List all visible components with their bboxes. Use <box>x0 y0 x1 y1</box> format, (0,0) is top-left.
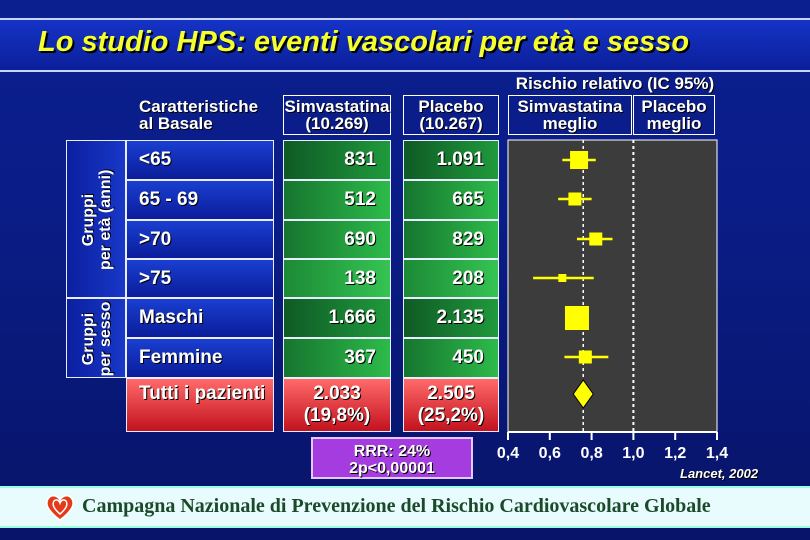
footer-text: Campagna Nazionale di Prevenzione del Rischio Cardiovascolare Globale <box>82 495 711 517</box>
row-label-maschi: Maschi <box>126 298 274 338</box>
page-title: Lo studio HPS: eventi vascolari per età e sesso <box>38 26 690 58</box>
point-marker <box>565 306 589 330</box>
placebo-header-line1: Placebo <box>418 97 484 116</box>
characteristics-header-line1: Caratteristiche <box>139 97 259 116</box>
placebo-total <box>403 378 499 432</box>
age-group-line1: Gruppi <box>80 193 97 247</box>
placebo-better-header <box>633 95 715 135</box>
simvastatin-header-line2: (10.269) <box>305 114 369 133</box>
simvastatin-better-header <box>508 95 632 135</box>
placebo-value: 450 <box>403 338 499 378</box>
sex-group-line2: per sesso <box>97 301 114 377</box>
age-group-label <box>66 140 126 298</box>
x-tick-label: 0,4 <box>496 445 520 462</box>
placebo-value: 208 <box>403 259 499 298</box>
age-group-line2: per età (anni) <box>97 169 114 270</box>
rrr-box <box>311 437 473 479</box>
placebo-better-line2: meglio <box>646 114 702 133</box>
row-label-over70: >70 <box>126 220 274 259</box>
row-label-total: Tutti i pazienti <box>126 378 274 432</box>
characteristics-header-line2: al Basale <box>139 114 213 133</box>
placebo-total-percent: (25,2%) <box>417 405 485 426</box>
simva-value: 512 <box>283 180 391 220</box>
simva-value: 367 <box>283 338 391 378</box>
row-label-65-69: 65 - 69 <box>126 180 274 220</box>
footer-banner <box>0 486 810 528</box>
row-label-under65: <65 <box>126 140 274 180</box>
x-tick-label: 1,4 <box>705 445 729 462</box>
source-citation: Lancet, 2002 <box>680 466 759 481</box>
simva-value: 690 <box>283 220 391 259</box>
placebo-total-count: 2.505 <box>427 383 475 404</box>
simva-value: 1.666 <box>283 298 391 338</box>
point-marker <box>558 274 566 282</box>
x-tick-label: 0,6 <box>538 445 561 462</box>
placebo-value: 829 <box>403 220 499 259</box>
placebo-better-line1: Placebo <box>641 97 707 116</box>
simvastatin-better-line1: Simvastatina <box>517 97 623 116</box>
x-tick-label: 1,2 <box>664 445 687 462</box>
x-tick-label: 1,0 <box>622 445 645 462</box>
simva-total-count: 2.033 <box>313 383 361 404</box>
sex-group-text <box>80 299 114 379</box>
relative-risk-title: Rischio relativo (IC 95%) <box>515 74 715 93</box>
placebo-header <box>403 95 499 135</box>
simvastatin-better-line2: meglio <box>542 114 598 133</box>
simvastatin-header-line1: Simvastatina <box>284 97 390 116</box>
row-label-over75: >75 <box>126 259 274 298</box>
point-marker <box>579 351 592 364</box>
age-group-text <box>80 170 114 270</box>
placebo-value: 2.135 <box>403 298 499 338</box>
characteristics-header <box>139 98 258 132</box>
sex-group-line1: Gruppi <box>80 312 97 366</box>
row-label-femmine: Femmine <box>126 338 274 378</box>
forest-plot <box>490 135 735 480</box>
placebo-header-line2: (10.267) <box>419 114 483 133</box>
sex-group-label <box>66 298 126 378</box>
simva-value: 831 <box>283 140 391 180</box>
simva-total-percent: (19,8%) <box>303 405 371 426</box>
simvastatin-header <box>283 95 391 135</box>
point-marker <box>570 151 588 169</box>
rrr-pvalue: 2p<0,00001 <box>349 460 435 477</box>
point-marker <box>568 193 581 206</box>
placebo-value: 1.091 <box>403 140 499 180</box>
plot-background <box>508 140 717 432</box>
heart-logo-icon <box>44 492 76 522</box>
simva-total <box>283 378 391 432</box>
point-marker <box>589 233 602 246</box>
rrr-value: RRR: 24% <box>353 443 431 460</box>
placebo-value: 665 <box>403 180 499 220</box>
x-tick-label: 0,8 <box>580 445 603 462</box>
title-bar <box>0 18 810 72</box>
simva-value: 138 <box>283 259 391 298</box>
